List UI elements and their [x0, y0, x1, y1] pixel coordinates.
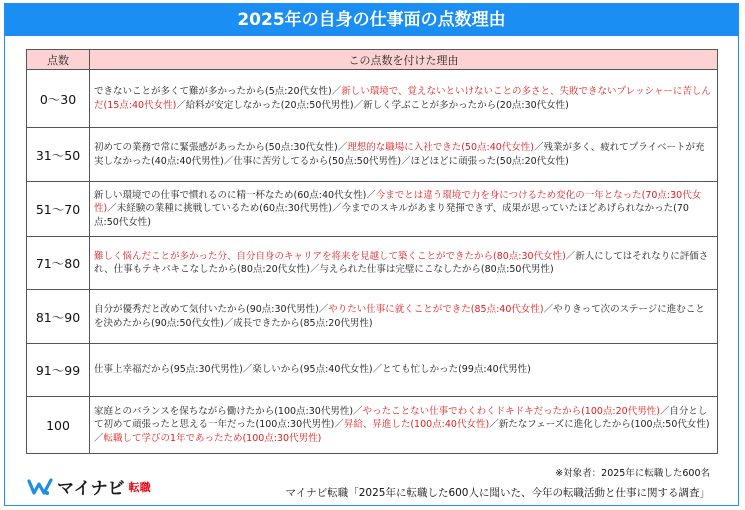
table-row	[27, 182, 718, 237]
table-row	[27, 290, 718, 344]
highlighted-reason-text: やったことない仕事でわくわくドキドキだったから(100点:20代男性)	[362, 405, 660, 417]
reason-text: 初めての業務で常に緊張感があったから(50点:30代女性)／	[94, 142, 348, 153]
table-header-row	[27, 50, 718, 70]
report-card	[4, 3, 739, 506]
highlighted-reason-text: 難しく悩んだことが多かった分、自分自身のキャリアを将来を見越して築くことができたから(80点:30代女性)	[94, 250, 566, 262]
reason-text: できないことが多くて難が多かったから(5点:20代女性)／	[94, 86, 342, 97]
reason-text: 新しい環境での仕事で慣れるのに精一杯なため(60点:40代女性)／	[94, 189, 376, 201]
highlighted-reason-text: 今までとは違う環境で力を身につけるため変化の一年となった(70点:30代女性)	[94, 189, 702, 215]
logo-subtext: 転職	[128, 480, 151, 494]
highlighted-reason-text: 転職して学びの1年であったため(100点:30代男性)	[103, 432, 322, 444]
header-reason: この点数を付けた理由	[90, 50, 718, 70]
table-row	[27, 70, 718, 128]
table-row	[27, 397, 718, 454]
table-row	[27, 344, 718, 397]
reason-text: 家庭とのバランスを保ちながら働けたから(100点:30代男性)／	[94, 405, 363, 417]
logo-mark-icon	[27, 478, 55, 496]
highlighted-reason-text: 理想的な職場に入社できた(50点:40代女性)	[347, 142, 534, 153]
reason-text: ／自分として初めて頑張ったと思える一年だった(100点:30代男性)／	[94, 405, 708, 431]
reason-cell	[90, 182, 718, 237]
mynavi-logo	[27, 474, 151, 499]
reason-cell	[90, 128, 718, 182]
table-row	[27, 128, 718, 182]
score-cell: 91～99	[27, 344, 90, 397]
reason-text: 仕事上幸福だから(95点:30代男性)／楽しいから(95点:40代女性)／とても忙しかった(99点:40代男性)	[94, 364, 531, 376]
highlighted-reason-text: 新しい環境で、覚えないといけないことの多さと、失敗できないプレッシャーに苦しんだ(15点:40代女性)	[94, 86, 711, 111]
table-row	[27, 237, 718, 290]
highlighted-reason-text: 昇給、昇進した(100点:40代女性)	[343, 419, 490, 431]
logo-text: マイナビ	[57, 479, 125, 499]
reason-text: ／未経験の業種に挑戦しているため(60点:30代男性)／今までのスキルがあまり発揮できず、成果が思っていたほどあげられなかった(70点:50代女性)	[94, 203, 689, 228]
reason-cell	[90, 344, 718, 397]
reason-cell	[90, 290, 718, 344]
reason-text: ／やりきって次のステージに進むことを決めたから(90点:50代女性)／成長できたから(85点:20代男性)	[94, 304, 705, 329]
reason-text: ／給料が安定しなかった(20点:50代男性)／新しく学ぶことが多かったから(20点:30代女性)	[176, 99, 569, 111]
score-cell: 100	[27, 397, 90, 454]
reason-text: ／新人にしてはそれなりに評価され、仕事もテキパキこなしたから(80点:20代女性)／与えられた仕事は完璧にこなしたから(80点:50代男性)	[94, 250, 709, 275]
reason-text: ／新たなフェーズに進化したから(100点:50代女性)／	[94, 419, 710, 444]
reason-cell	[90, 70, 718, 128]
table-body	[27, 70, 718, 454]
reason-text: ／残業が多く、疲れてプライベートが充実しなかった(40点:40代男性)／仕事に苦労してるから(50点:50代男性)／ほどほどに頑張った(50点:20代女性)	[94, 142, 705, 167]
header-score: 点数	[27, 50, 90, 70]
score-cell: 81～90	[27, 290, 90, 344]
highlighted-reason-text: やりたい仕事に就くことができた(85点:40代女性)	[328, 304, 544, 315]
score-cell: 71～80	[27, 237, 90, 290]
reason-text: 自分が優秀だと改めて気付いたから(90点:30代男性)／	[94, 304, 329, 315]
score-cell: 51～70	[27, 182, 90, 237]
survey-source-note: マイナビ転職「2025年に転職した600人に聞いた、今年の転職活動と仕事に関する調査」	[285, 487, 710, 499]
survey-target-note: ※対象者：2025年に転職した600名	[555, 468, 710, 479]
reasons-table	[26, 49, 718, 454]
score-cell: 0～30	[27, 70, 90, 128]
score-cell: 31～50	[27, 128, 90, 182]
reason-cell	[90, 237, 718, 290]
reason-cell	[90, 397, 718, 454]
page-title: 2025年の自身の仕事面の点数理由	[5, 4, 738, 36]
